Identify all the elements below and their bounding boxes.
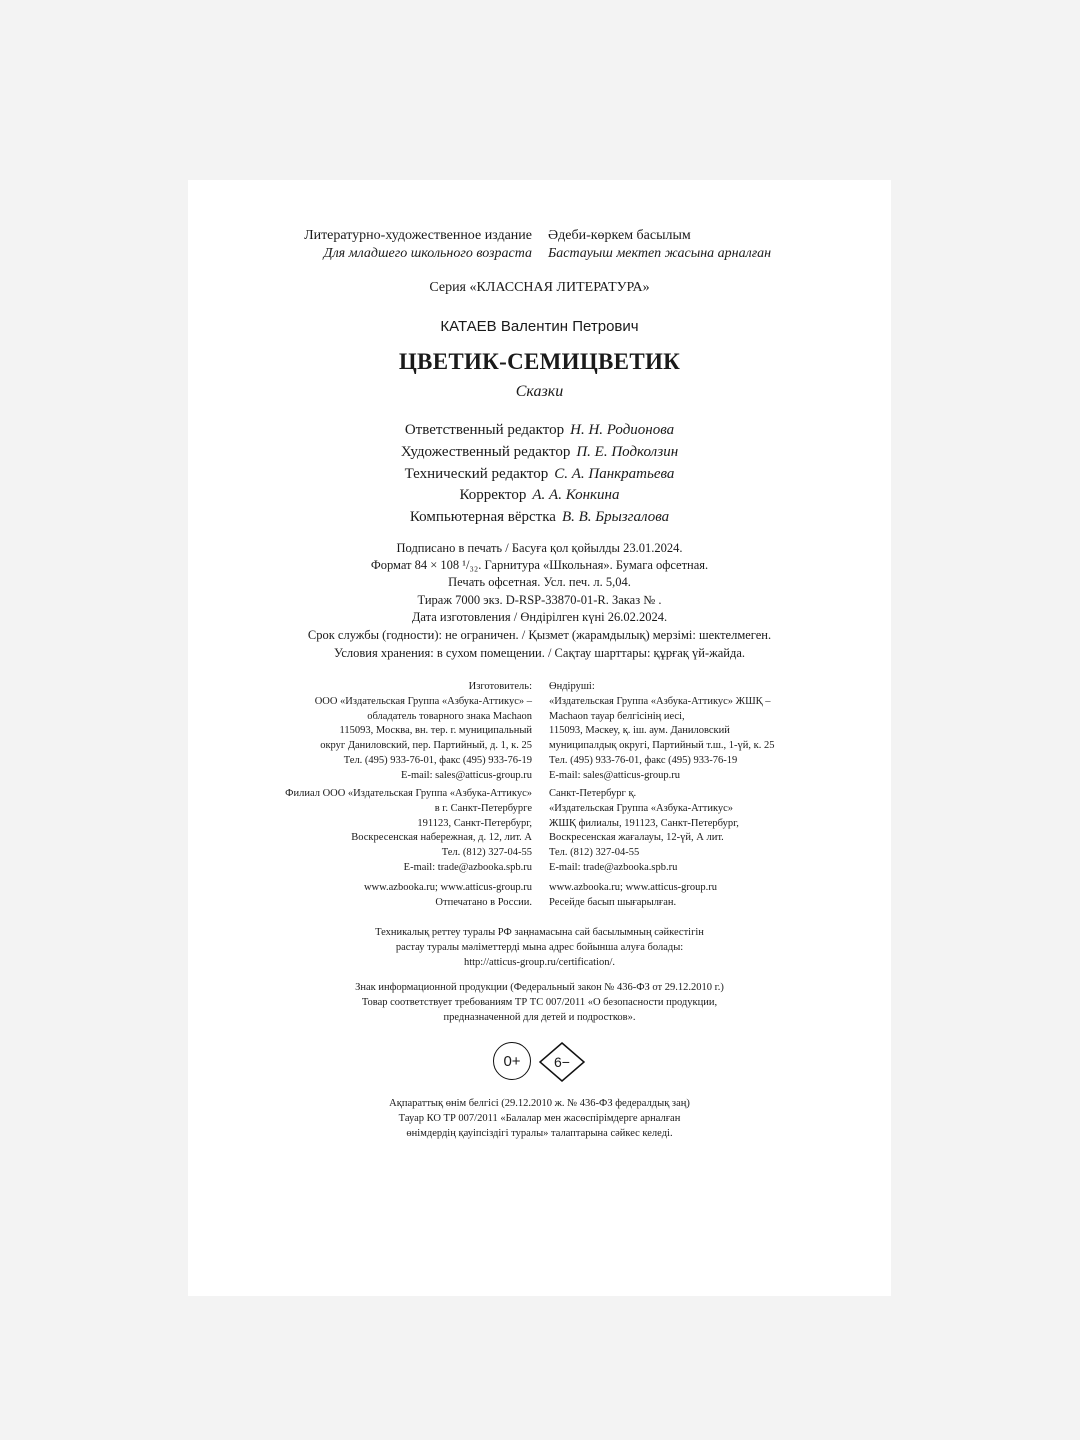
staff-role: Корректор [459,487,527,503]
book-title: ЦВЕТИК-СЕМИЦВЕТИК [398,349,681,374]
age-marks [493,1042,589,1084]
branch-ru: Филиал ООО «Издательская Группа «Азбука-Аттикус» в г. Санкт-Петербурге 191123, Санкт-Петербург, Воскресенская набережная, д. 12, лит. А Тел. (812) 327-04-55 E-mail: trade@azbooka.spb.ru [285,788,532,873]
staff-name: С. А. Панкратьева [554,466,675,482]
tech-regulation: Техникалық реттеу туралы РФ заңнамасына сай басылымның сәйкестігін растау туралы мәліметтерді мына адрес бойынша алуға болады: http://atticus-group.ru/certification/. [375,927,704,968]
staff-name: Н. Н. Родионова [570,422,675,438]
staff-row [188,509,891,526]
print-info-line: Срок службы (годности): не ограничен. / Қызмет (жарамдылық) мерзімі: шектелмеген. [307,628,772,642]
staff-role: Компьютерная вёрстка [409,509,556,525]
info-sign-ru: Знак информационной продукции (Федеральный закон № 436-ФЗ от 29.12.2010 г.) Товар соответствует требованиям ТР ТС 007/2011 «О безопасности продукции, предназначенной для детей и подростков». [355,982,724,1023]
age-kz: Бастауыш мектеп жасына арналған [548,246,772,261]
staff-name: А. А. Конкина [532,487,620,503]
diamond-label: 6− [554,1054,570,1070]
web-ru: www.azbooka.ru; www.atticus-group.ru Отпечатано в России. [363,882,532,908]
author: КАТАЕВ Валентин Петрович [440,318,639,335]
age-0-plus-icon: 0+ [493,1042,531,1080]
genre: Сказки [515,383,564,400]
edition-type-ru: Литературно-художественное издание [304,228,532,243]
print-info-line: Формат 84 × 108 ¹/₃₂. Гарнитура «Школьная». Бумага офсетная. [370,558,709,572]
print-info-line: Тираж 7000 экз. D-RSP-33870-01-R. Заказ № . [417,593,662,607]
staff-name: П. Е. Подколзин [576,444,679,460]
staff-row [188,444,891,461]
info-sign-kz: Ақпараттық өнім белгісі (29.12.2010 ж. № 436-ФЗ федералдық заң) Тауар КО ТР 007/2011 «Балалар мен жасөспірімдерге арналған өнімдердің қауіпсіздігі туралы» талаптарына сәйкес келеді. [389,1098,690,1139]
staff-row [188,466,891,483]
age-6-diamond-icon [539,1042,585,1082]
edition-type-kz: Әдеби-көркем басылым [548,228,691,243]
staff-name: В. В. Брызгалова [561,509,670,525]
print-info-line: Печать офсетная. Усл. печ. л. 5,04. [448,575,631,589]
manufacturer-ru: Изготовитель: ООО «Издательская Группа «Азбука-Аттикус» – обладатель товарного знака Machaon 115093, Москва, вн. тер. г. муниципальный округ Даниловский, пер. Партийный, д. 1, к. 25 Тел. (495) 933-76-01, факс (495) 933-76-19 E-mail: sales@atticus-group.ru [314,681,532,781]
series: Серия «КЛАССНАЯ ЛИТЕРАТУРА» [429,280,650,295]
imprint-page [188,180,891,1296]
staff-role: Технический редактор [404,466,549,482]
staff-row [188,487,891,504]
branch-kz: Санкт-Петербург қ. «Издательская Группа «Азбука-Аттикус» ЖШҚ филиалы, 191123, Санкт-Петербург, Воскресенская жағалауы, 12-үй, А лит. Тел. (812) 327-04-55 E-mail: trade@azbooka.spb.ru [549,788,739,873]
staff-role: Ответственный редактор [404,422,565,438]
manufacturer-kz: Өндіруші: «Издательская Группа «Азбука-Аттикус» ЖШҚ – Machaon тауар белгісінің иесі, 115093, Мәскеу, қ. іш. аум. Даниловский муниципалдық округі, Партийный т.ш., 1-үй, к. 25 Тел. (495) 933-76-01, факс (495) 933-76-19 E-mail: sales@atticus-group.ru [549,681,775,781]
print-info-line: Условия хранения: в сухом помещении. / Сақтау шарттары: құрғақ үй-жайда. [333,646,746,660]
print-info-line: Дата изготовления / Өндірілген күні 26.02.2024. [411,610,668,624]
web-kz: www.azbooka.ru; www.atticus-group.ru Ресейде басып шығарылған. [549,882,718,908]
age-ru: Для младшего школьного возраста [323,246,532,261]
print-info-line: Подписано в печать / Басуға қол қойылды 23.01.2024. [396,541,683,555]
staff-row [188,422,891,439]
staff-role: Художественный редактор [400,444,571,460]
